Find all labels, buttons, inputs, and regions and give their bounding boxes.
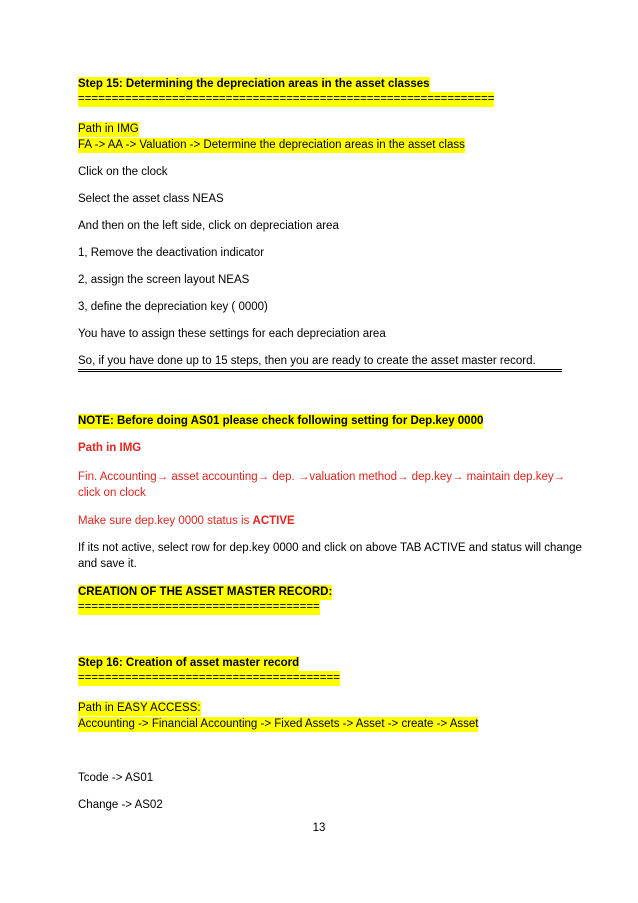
step15-line-1: Click on the clock (78, 166, 168, 178)
note-instruction-line-1: If its not active, select row for dep.key 0000 and click on above TAB ACTIVE and status will change (78, 542, 582, 554)
creation-title-underline: ==================================== (78, 601, 320, 613)
step16-path-label: Path in EASY ACCESS: (78, 702, 201, 714)
step15-path-label: Path in IMG (78, 123, 139, 135)
step16-change: Change -> AS02 (78, 799, 163, 811)
note-instruction-line-2: and save it. (78, 558, 137, 570)
step15-line-7: You have to assign these settings for each depreciation area (78, 328, 386, 340)
step16-path: Accounting -> Financial Accounting -> Fixed Assets -> Asset -> create -> Asset (78, 718, 479, 730)
step16-tcode: Tcode -> AS01 (78, 772, 154, 784)
note-title: NOTE: Before doing AS01 please check following setting for Dep.key 0000 (78, 415, 484, 427)
step15-line-6: 3, define the depreciation key ( 0000) (78, 301, 268, 313)
step16-title-underline: ======================================= (78, 672, 340, 684)
step15-path: FA -> AA -> Valuation -> Determine the depreciation areas in the asset class (78, 139, 465, 151)
step15-line-4: 1, Remove the deactivation indicator (78, 247, 265, 259)
step15-line-8: So, if you have done up to 15 steps, then you are ready to create the asset master record. (78, 355, 536, 367)
note-status-line (78, 514, 295, 529)
step15-line-2: Select the asset class NEAS (78, 193, 224, 205)
section-divider (78, 369, 562, 372)
note-path-label: Path in IMG (78, 442, 142, 454)
note-path-line-2: click on clock (78, 487, 146, 499)
step15-title: Step 15: Determining the depreciation areas in the asset classes (78, 78, 430, 90)
step16-title: Step 16: Creation of asset master record (78, 657, 300, 669)
note-status-prefix: Make sure dep.key 0000 status is (78, 515, 253, 527)
creation-title: CREATION OF THE ASSET MASTER RECORD: (78, 586, 333, 598)
note-path-line-1: Fin. Accounting→ asset accounting→ dep. →valuation method→ dep.key→ maintain dep.key→ (78, 471, 566, 483)
note-status-value: ACTIVE (252, 515, 295, 527)
step15-line-5: 2, assign the screen layout NEAS (78, 274, 250, 286)
page-number: 13 (312, 822, 326, 834)
step15-title-underline: ============================================================== (78, 93, 495, 105)
step15-line-3: And then on the left side, click on depreciation area (78, 220, 339, 232)
